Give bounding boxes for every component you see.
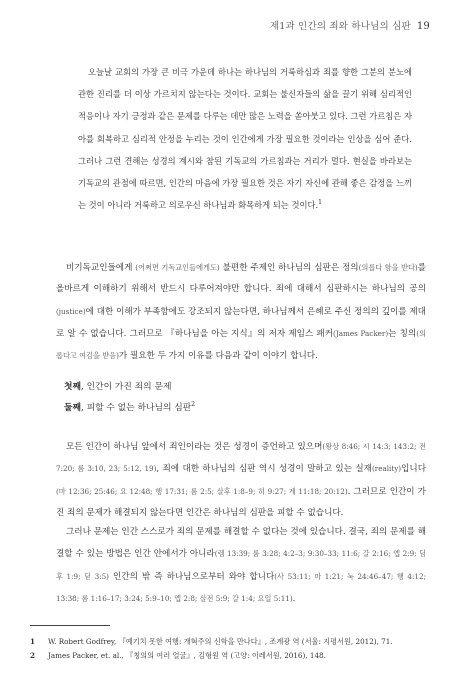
para1-note-c: (justice): [56, 306, 86, 316]
quote-text: 오늘날 교회의 가장 큰 비극 가운데 하나는 하나님의 거룩하심과 죄를 향한 그분의 분노에 관한 진리를 더 이상 가르치지 않는다는 것이다. 교회는 불신자들의 삶을 끌기 위해 심리적인 적응이나 자기 긍정과 같은 문제를 다루는 데만 많은 노력을 쏟아붓고 있다. 그런 가르침은 자아를 회복하고 심리적 안정을 누리는 것이 인간에게 가장 필요한 것이라는 인상을 심어 준다. 그러나 그런 견해는 성경의 계시와 참된 기독교의 가르침과는 거리가 멀다. 현실을 바라보는 기독교의 관점에 따르면, 인간의 마음에 가장 필요한 것은 자기 자신에 관해 좋은 감정을 느끼는 것이 아니라 거룩하고 의로우신 하나님과 화목하게 되는 것이다.: [78, 67, 412, 211]
para1-note-a: (어쩌면 기독교인들에게도): [135, 263, 220, 272]
para1-note-e: (의롭다고 여김을 받음): [56, 328, 426, 361]
paragraph-sin-judgment: [56, 436, 426, 524]
footnote-ref-1: 1: [318, 199, 322, 207]
running-head: [270, 18, 430, 32]
para2-text-c: 입니다: [401, 464, 427, 475]
list-item: [64, 398, 424, 419]
footnote-ref-2: 2: [191, 401, 196, 409]
reason-list: [64, 377, 424, 419]
para1-text-f: 가 필요한 두 가지 이유를 다음과 같이 이야기 합니다.: [118, 351, 318, 362]
footnote-number: 1: [30, 637, 36, 646]
para2-text-a: 모든 인간이 하나님 앞에서 죄인이라는 것은 성경이 증언하고 있으며: [66, 442, 323, 452]
footnote-text: James Packer, et. al., 『칭의의 여러 얼굴』, 김형원 역 (고양: 이레서원, 2016), 148.: [48, 650, 326, 660]
para1-note-b: (의롭다 함을 받다): [358, 263, 418, 272]
list-item-lead: 첫째: [64, 382, 81, 392]
para3-text-a: 그러나 문제는 인간 스스로가 죄의 문제를 해결할 수 없다는 것에 있습니다. 결국, 죄의 문제를 해결할 수 있는 방법은 인간 안에서가 아니라: [56, 527, 426, 560]
para1-note-d: (James Packer): [333, 328, 389, 338]
footnote-number: 2: [30, 650, 36, 660]
running-title: 제1과 인간의 죄와 하나님의 심판: [269, 21, 411, 32]
footnote: [30, 635, 440, 649]
para3-text-c: .: [292, 593, 296, 604]
para1-text-c: 를 올바르게 이해하기 위해서 반드시 다루어져야만 합니다. 죄에 대해서 심판하시는 하나님의 공의: [56, 263, 427, 295]
para2-text-b: , 죄에 대한 하나님의 심판 역시 성경이 말하고 있는 실재: [156, 464, 372, 475]
list-item-lead: 둘째: [64, 403, 81, 413]
footnotes: [30, 635, 440, 662]
para3-text-b: 인간의 밖 즉 하나님으로부터 와야 합니다: [108, 571, 275, 582]
para3-refs-b: (사 53:11; 마 1:21; 눅 24:46–47; 행 4:12; 13:38; 롬 1:16–17; 3:24; 5:9–10; 엡 2:8; 살전 5:9; 갈 1:4; 요일 5:11): [56, 571, 426, 603]
para2-text-d: . 그러므로 인간이 가진 죄의 문제가 해결되지 않는다면 인간은 하나님의 심판을 피할 수 없습니다.: [56, 486, 426, 518]
para1-text-b: 불편한 주제인 하나님의 심판은 정의: [219, 263, 359, 273]
paragraph-justification: [56, 257, 426, 367]
para2-refs-c: (마 12:36; 25:46; 요 12:48; 행 17:31; 롬 2:5; 살후 1:8–9; 히 9:27; 계 11:18; 20:12): [56, 486, 348, 496]
list-item-text: , 피할 수 없는 하나님의 심판: [81, 403, 192, 413]
para3-refs-a: (렘 13:39; 롬 3:28; 4:2–3; 9:30–33; 11:6; 갈 2:16; 엡 2:9; 딤후 1:9; 딛 3:5): [56, 549, 426, 581]
list-item: [64, 377, 424, 398]
para2-refs-a: (왕상 8:46; 시 14:3; 143:2; 전 7:20; 롬 3:10, 23; 5:12, 19): [56, 442, 426, 474]
paragraph-solution: [56, 522, 426, 610]
list-item-text: , 인간이 가진 죄의 문제: [81, 382, 172, 392]
block-quote: [78, 61, 412, 216]
para2-note-b: (reality): [371, 464, 402, 474]
footnote: [30, 649, 440, 663]
page-number: 19: [416, 21, 430, 32]
para1-text-e: 는 칭의: [388, 328, 417, 339]
footnote-text: W. Robert Godfrey, 『예기치 못한 여행: 개혁주의 신학을 만나다』, 조계광 역 (서울: 지평서원, 2012), 71.: [48, 637, 393, 646]
para1-text-d: 에 대한 이해가 부족함에도 강조되지 않는다면, 하나님께서 은혜로 주신 정의의 깊이를 제대로 알 수 없습니다. 그러므로 『하나님을 아는 지식』의 저자 제임스 패커: [56, 306, 426, 339]
para1-text-a: 비기독교인들에게: [66, 263, 136, 273]
footnote-divider: [30, 625, 110, 626]
